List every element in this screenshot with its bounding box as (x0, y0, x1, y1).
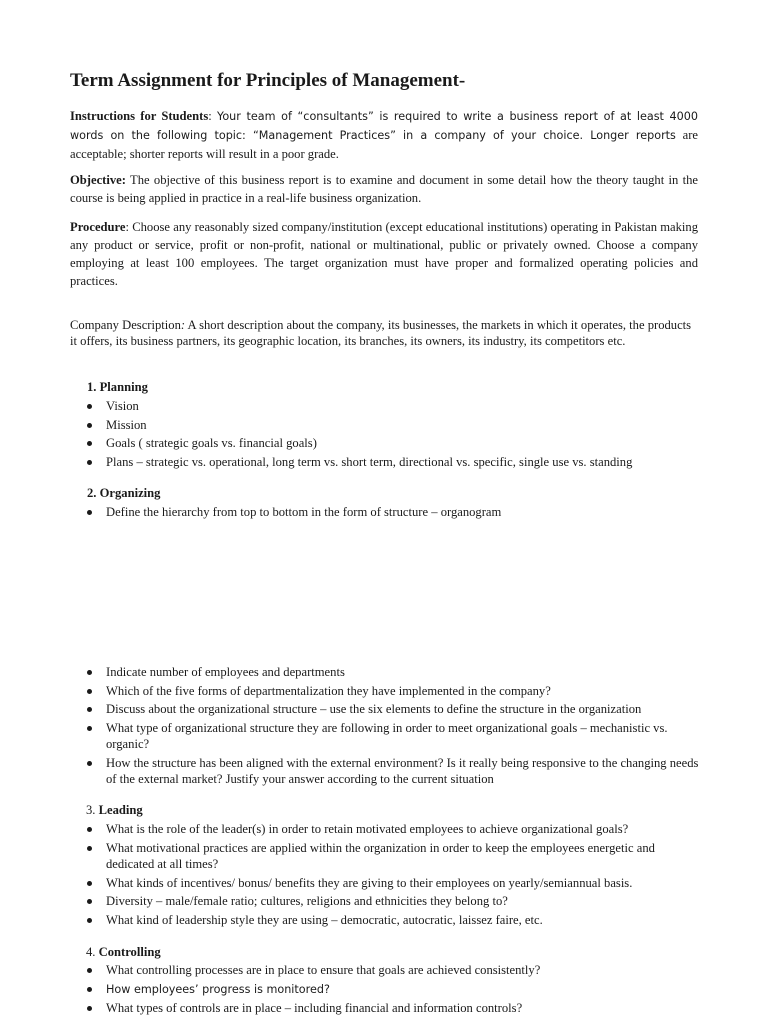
bullet-icon (87, 423, 92, 428)
organizing-number: 2. (87, 486, 97, 500)
bullet-icon (87, 761, 92, 766)
objective-label: Objective: (70, 173, 126, 187)
bullet-icon (87, 707, 92, 712)
list-item: What kinds of incentives/ bonus/ benefits they are giving to their employees on yearly/semiannual basis. (0, 875, 704, 892)
list-item: How employees’ progress is monitored? (0, 981, 704, 999)
leading-number: 3. (86, 803, 96, 817)
instructions-rest-text: are acceptable; shorter reports will result in a poor grade. (70, 128, 698, 161)
list-item: What is the role of the leader(s) in order to retain motivated employees to achieve organizational goals? (0, 821, 704, 838)
instructions-colon: : (208, 109, 217, 123)
list-item: How the structure has been aligned with the external environment? Is it really being responsive to the changing needs of the external market? Justify your answer according to the current situation (0, 755, 704, 788)
organizing-list (0, 664, 704, 790)
controlling-heading (86, 943, 161, 961)
organizing-heading (87, 484, 160, 502)
bullet-icon (87, 726, 92, 731)
bullet-icon (87, 670, 92, 675)
leading-heading (86, 801, 143, 819)
company-description-colon: : (180, 318, 186, 332)
bullet-icon (87, 827, 92, 832)
objective-paragraph (70, 171, 698, 207)
organizing-title: Organizing (99, 486, 161, 500)
list-item: What types of controls are in place – including financial and information controls? (0, 1000, 704, 1017)
list-item: What controlling processes are in place to ensure that goals are achieved consistently? (0, 962, 704, 979)
leading-list (0, 821, 704, 930)
document-title: Term Assignment for Principles of Management- (70, 70, 466, 91)
list-item: Vision (0, 398, 704, 415)
procedure-paragraph (70, 218, 698, 290)
list-item: Plans – strategic vs. operational, long term vs. short term, directional vs. specific, single use vs. standing (0, 454, 704, 471)
bullet-icon (87, 846, 92, 851)
list-item: Mission (0, 417, 704, 434)
procedure-label: Procedure (70, 220, 126, 234)
list-item: Define the hierarchy from top to bottom in the form of structure – organogram (0, 504, 704, 521)
bullet-icon (87, 918, 92, 923)
instructions-paragraph (70, 107, 698, 163)
instructions-label: Instructions for Students (70, 109, 209, 123)
company-description-text: A short description about the company, its businesses, the markets in which it operates, the products it offers, its business partners, its geographic location, its branches, its owners, its industry, its competitors etc. (70, 318, 692, 348)
bullet-icon (87, 404, 92, 409)
bullet-icon (87, 881, 92, 886)
company-description-paragraph (70, 317, 700, 349)
bullet-icon (87, 510, 92, 515)
bullet-icon (87, 968, 92, 973)
instructions-hand-text: Your team of “consultants” is required to write a business report of at least 4000 words on the following topic: “Management Practices” in a company of your choice. Longer reports (70, 110, 699, 142)
bullet-icon (87, 460, 92, 465)
list-item: What type of organizational structure they are following in order to meet organizational goals – mechanistic vs. organic? (0, 720, 704, 753)
planning-heading (87, 378, 148, 396)
leading-title: Leading (98, 803, 143, 817)
controlling-title: Controlling (98, 945, 161, 959)
bullet-icon (87, 899, 92, 904)
list-item: Which of the five forms of departmentalization they have implemented in the company? (0, 683, 704, 700)
list-item: Discuss about the organizational structure – use the six elements to define the structure in the organization (0, 701, 704, 718)
list-item: Diversity – male/female ratio; cultures, religions and ethnicities they belong to? (0, 893, 704, 910)
list-item: What motivational practices are applied within the organization in order to keep the employees energetic and dedicated at all times? (0, 840, 704, 873)
company-description-label: Company Description (70, 318, 181, 332)
list-item: Indicate number of employees and departments (0, 664, 704, 681)
bullet-icon (87, 441, 92, 446)
planning-list (0, 398, 704, 472)
procedure-text: : Choose any reasonably sized company/institution (except educational institutions) operating in Pakistan making any product or service, profit or non-profit, national or multinational, public or privately owned. Choose a company employing at least 100 employees. The target organization must have proper and formalized operating policies and practices. (70, 220, 698, 288)
controlling-number: 4. (86, 945, 96, 959)
planning-number: 1. (87, 380, 97, 394)
list-item: Goals ( strategic goals vs. financial goals) (0, 435, 704, 452)
list-item: What kind of leadership style they are using – democratic, autocratic, laissez faire, etc. (0, 912, 704, 929)
objective-text: The objective of this business report is to examine and document in some detail how the theory taught in the course is being applied in practice in a real-life business organization. (70, 173, 698, 205)
planning-title: Planning (99, 380, 148, 394)
organizing-list-top (0, 504, 704, 523)
controlling-list (0, 962, 704, 1019)
bullet-icon (87, 689, 92, 694)
bullet-icon (87, 1006, 92, 1011)
bullet-icon (87, 987, 92, 992)
